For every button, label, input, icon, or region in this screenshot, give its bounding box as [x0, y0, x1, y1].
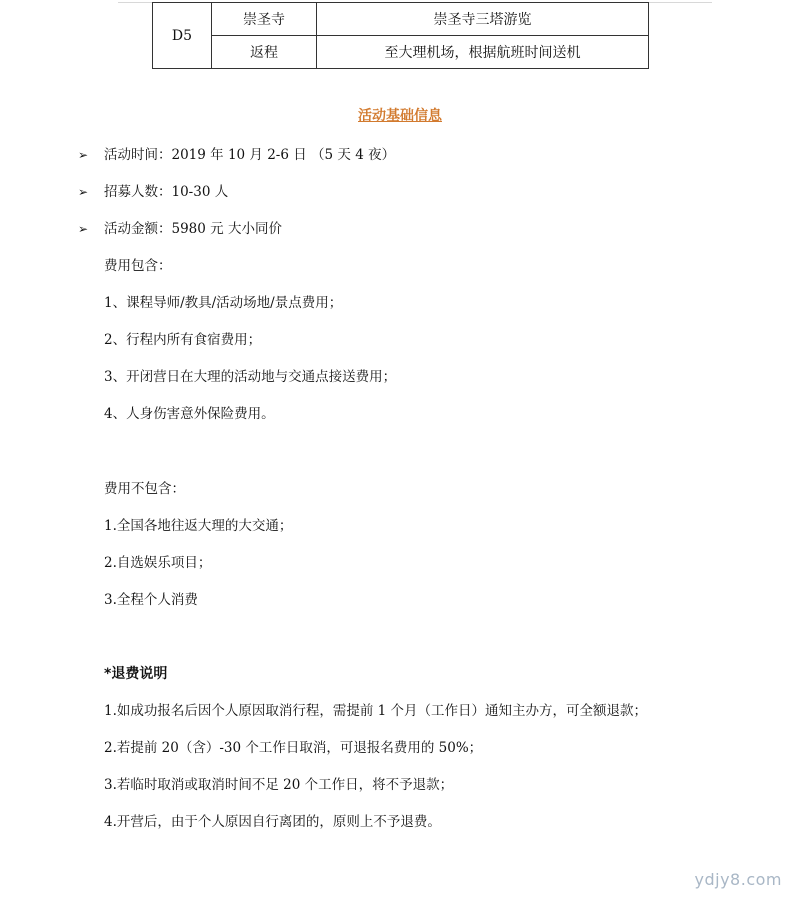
- itinerary-table: [152, 2, 649, 69]
- list-item: 1、课程导师/教具/活动场地/景点费用；: [104, 295, 343, 311]
- activity-time: 活动时间：2019 年 10 月 2-6 日 （5 天 4 夜）: [104, 147, 396, 163]
- list-item: 2.若提前 20（含）-30 个工作日取消，可退报名费用的 50%；: [104, 740, 483, 756]
- arrow-bullet-icon: ➢: [78, 148, 89, 162]
- refund-heading: *退费说明: [104, 666, 168, 682]
- recruit-count: 招募人数：10-30 人: [104, 184, 229, 200]
- section-title: [0, 105, 800, 125]
- detail-cell: 至大理机场，根据航班时间送机: [317, 36, 649, 69]
- table-row: [153, 3, 649, 36]
- detail-cell: 崇圣寺三塔游览: [317, 3, 649, 36]
- list-item: 3.若临时取消或取消时间不足 20 个工作日，将不予退款；: [104, 777, 454, 793]
- list-item: 3.全程个人消费: [104, 592, 198, 608]
- item-cell: 崇圣寺: [212, 3, 317, 36]
- table-row: [153, 36, 649, 69]
- section-title-text: 活动基础信息: [358, 108, 442, 124]
- fee-included-heading: 费用包含：: [104, 258, 172, 274]
- arrow-bullet-icon: ➢: [78, 222, 89, 236]
- list-item: 1.全国各地往返大理的大交通；: [104, 518, 293, 534]
- list-item: 3、开闭营日在大理的活动地与交通点接送费用；: [104, 369, 397, 385]
- list-item: 2、行程内所有食宿费用；: [104, 332, 262, 348]
- watermark: ydjy8.com: [694, 870, 782, 889]
- list-item: 4、人身伤害意外保险费用。: [104, 406, 275, 422]
- list-item: 2.自选娱乐项目；: [104, 555, 212, 571]
- item-cell: 返程: [212, 36, 317, 69]
- fee-excluded-heading: 费用不包含：: [104, 481, 185, 497]
- activity-fee: 活动金额：5980 元 大小同价: [104, 221, 282, 237]
- arrow-bullet-icon: ➢: [78, 185, 89, 199]
- list-item: 1.如成功报名后因个人原因取消行程，需提前 1 个月（工作日）通知主办方，可全额退款；: [104, 703, 648, 719]
- day-cell: D5: [153, 3, 212, 69]
- list-item: 4.开营后，由于个人原因自行离团的，原则上不予退费。: [104, 814, 441, 830]
